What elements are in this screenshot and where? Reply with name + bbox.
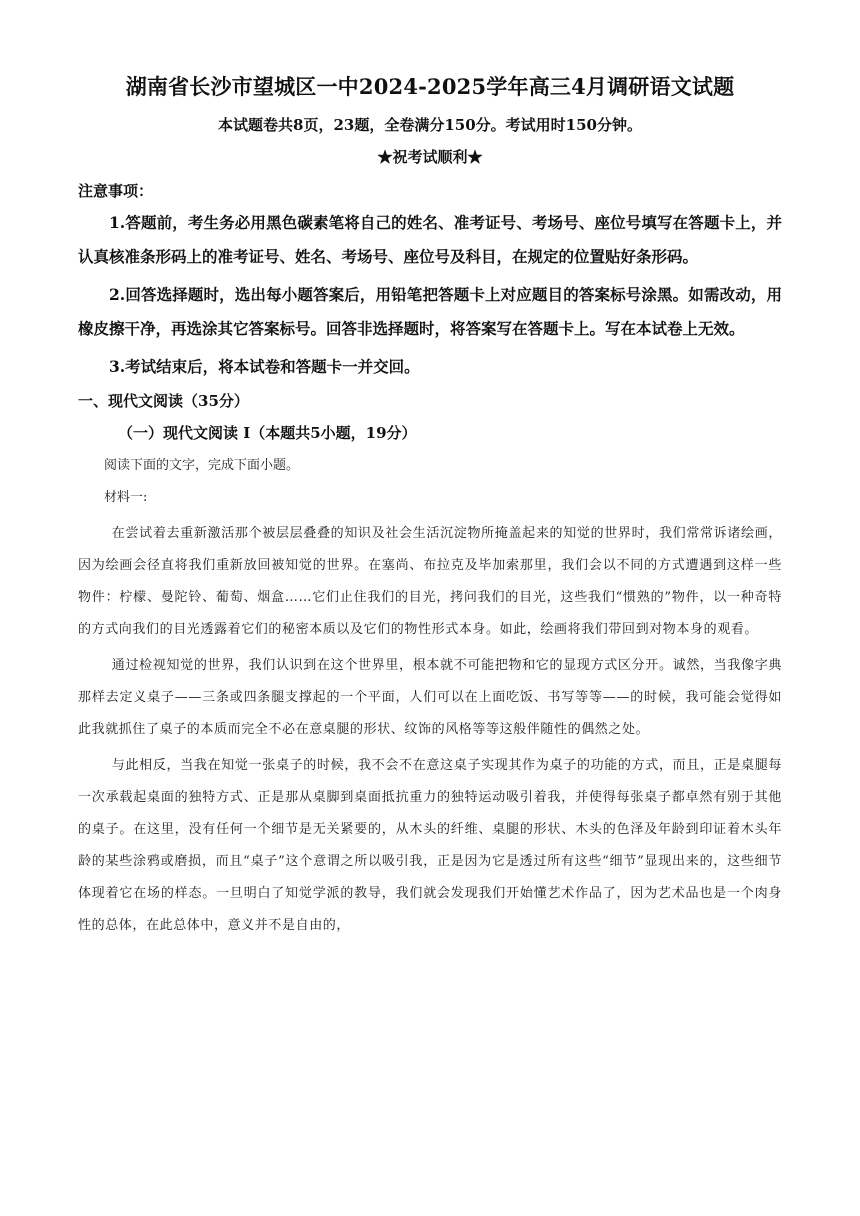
exam-subtitle: 本试题卷共8页，23题，全卷满分150分。考试用时150分钟。 — [218, 116, 642, 134]
exam-title: 湖南省长沙市望城区一中2024-2025学年高三4月调研语文试题 — [125, 74, 735, 99]
notice-item-1: 1.答题前，考生务必用黑色碳素笔将自己的姓名、准考证号、考场号、座位号填写在答题卡上，并认真核准条形码上的准考证号、姓名、考场号、座位号及科目，在规定的位置贴好条形码。 — [78, 213, 782, 266]
section-heading: 一、现代文阅读（35分） — [78, 392, 249, 410]
good-luck-line: ★祝考试顺利★ — [377, 148, 483, 166]
material-paragraph-1: 在尝试着去重新激活那个被层层叠叠的知识及社会生活沉淀物所掩盖起来的知觉的世界时，我们常常诉诸绘画，因为绘画会径直将我们重新放回被知觉的世界。在塞尚、布拉克及毕加索那里，我们会以不同的方式遭遇到这样一些物件：柠檬、曼陀铃、葡萄、烟盒……它们止住我们的目光，拷问我们的目光，这些我们“惯熟的”物件，以一种奇特的方式向我们的目光透露着它们的秘密本质以及它们的物性形式本身。如此，绘画将我们带回到对物本身的观看。 — [78, 526, 782, 637]
material-paragraph-3: 与此相反，当我在知觉一张桌子的时候，我不会不在意这桌子实现其作为桌子的功能的方式，而且，正是桌腿每一次承载起桌面的独特方式、正是那从桌脚到桌面抵抗重力的独特运动吸引着我，并使得每张桌子都卓然有别于其他的桌子。在这里，没有任何一个细节是无关紧要的，从木头的纤维、桌腿的形状、木头的色泽及年龄到印证着木头年龄的某些涂鸦或磨损，而且“桌子”这个意谓之所以吸引我，正是因为它是透过所有这些“细节”显现出来的，这些细节体现着它在场的样态。一旦明白了知觉学派的教导，我们就会发现我们开始懂艺术作品了，因为艺术品也是一个肉身性的总体，在此总体中，意义并不是自由的， — [78, 758, 782, 933]
material-paragraph-2: 通过检视知觉的世界，我们认识到在这个世界里，根本就不可能把物和它的显现方式区分开。诚然，当我像字典那样去定义桌子——三条或四条腿支撑起的一个平面，人们可以在上面吃饭、书写等等——的时候，我可能会觉得如此我就抓住了桌子的本质而完全不必在意桌腿的形状、纹饰的风格等等这般伴随性的偶然之处。 — [78, 658, 782, 737]
subsection-heading: （一）现代文阅读 I（本题共5小题，19分） — [118, 424, 417, 442]
notice-item-2: 2.回答选择题时，选出每小题答案后，用铅笔把答题卡上对应题目的答案标号涂黑。如需改动，用橡皮擦干净，再选涂其它答案标号。回答非选择题时，将答案写在答题卡上。写在本试卷上无效。 — [78, 285, 782, 338]
notice-item-3: 3.考试结束后，将本试卷和答题卡一并交回。 — [109, 357, 420, 376]
notice-heading: 注意事项： — [78, 182, 154, 200]
material-label: 材料一: — [104, 490, 148, 505]
reading-instruction: 阅读下面的文字，完成下面小题。 — [104, 458, 300, 473]
